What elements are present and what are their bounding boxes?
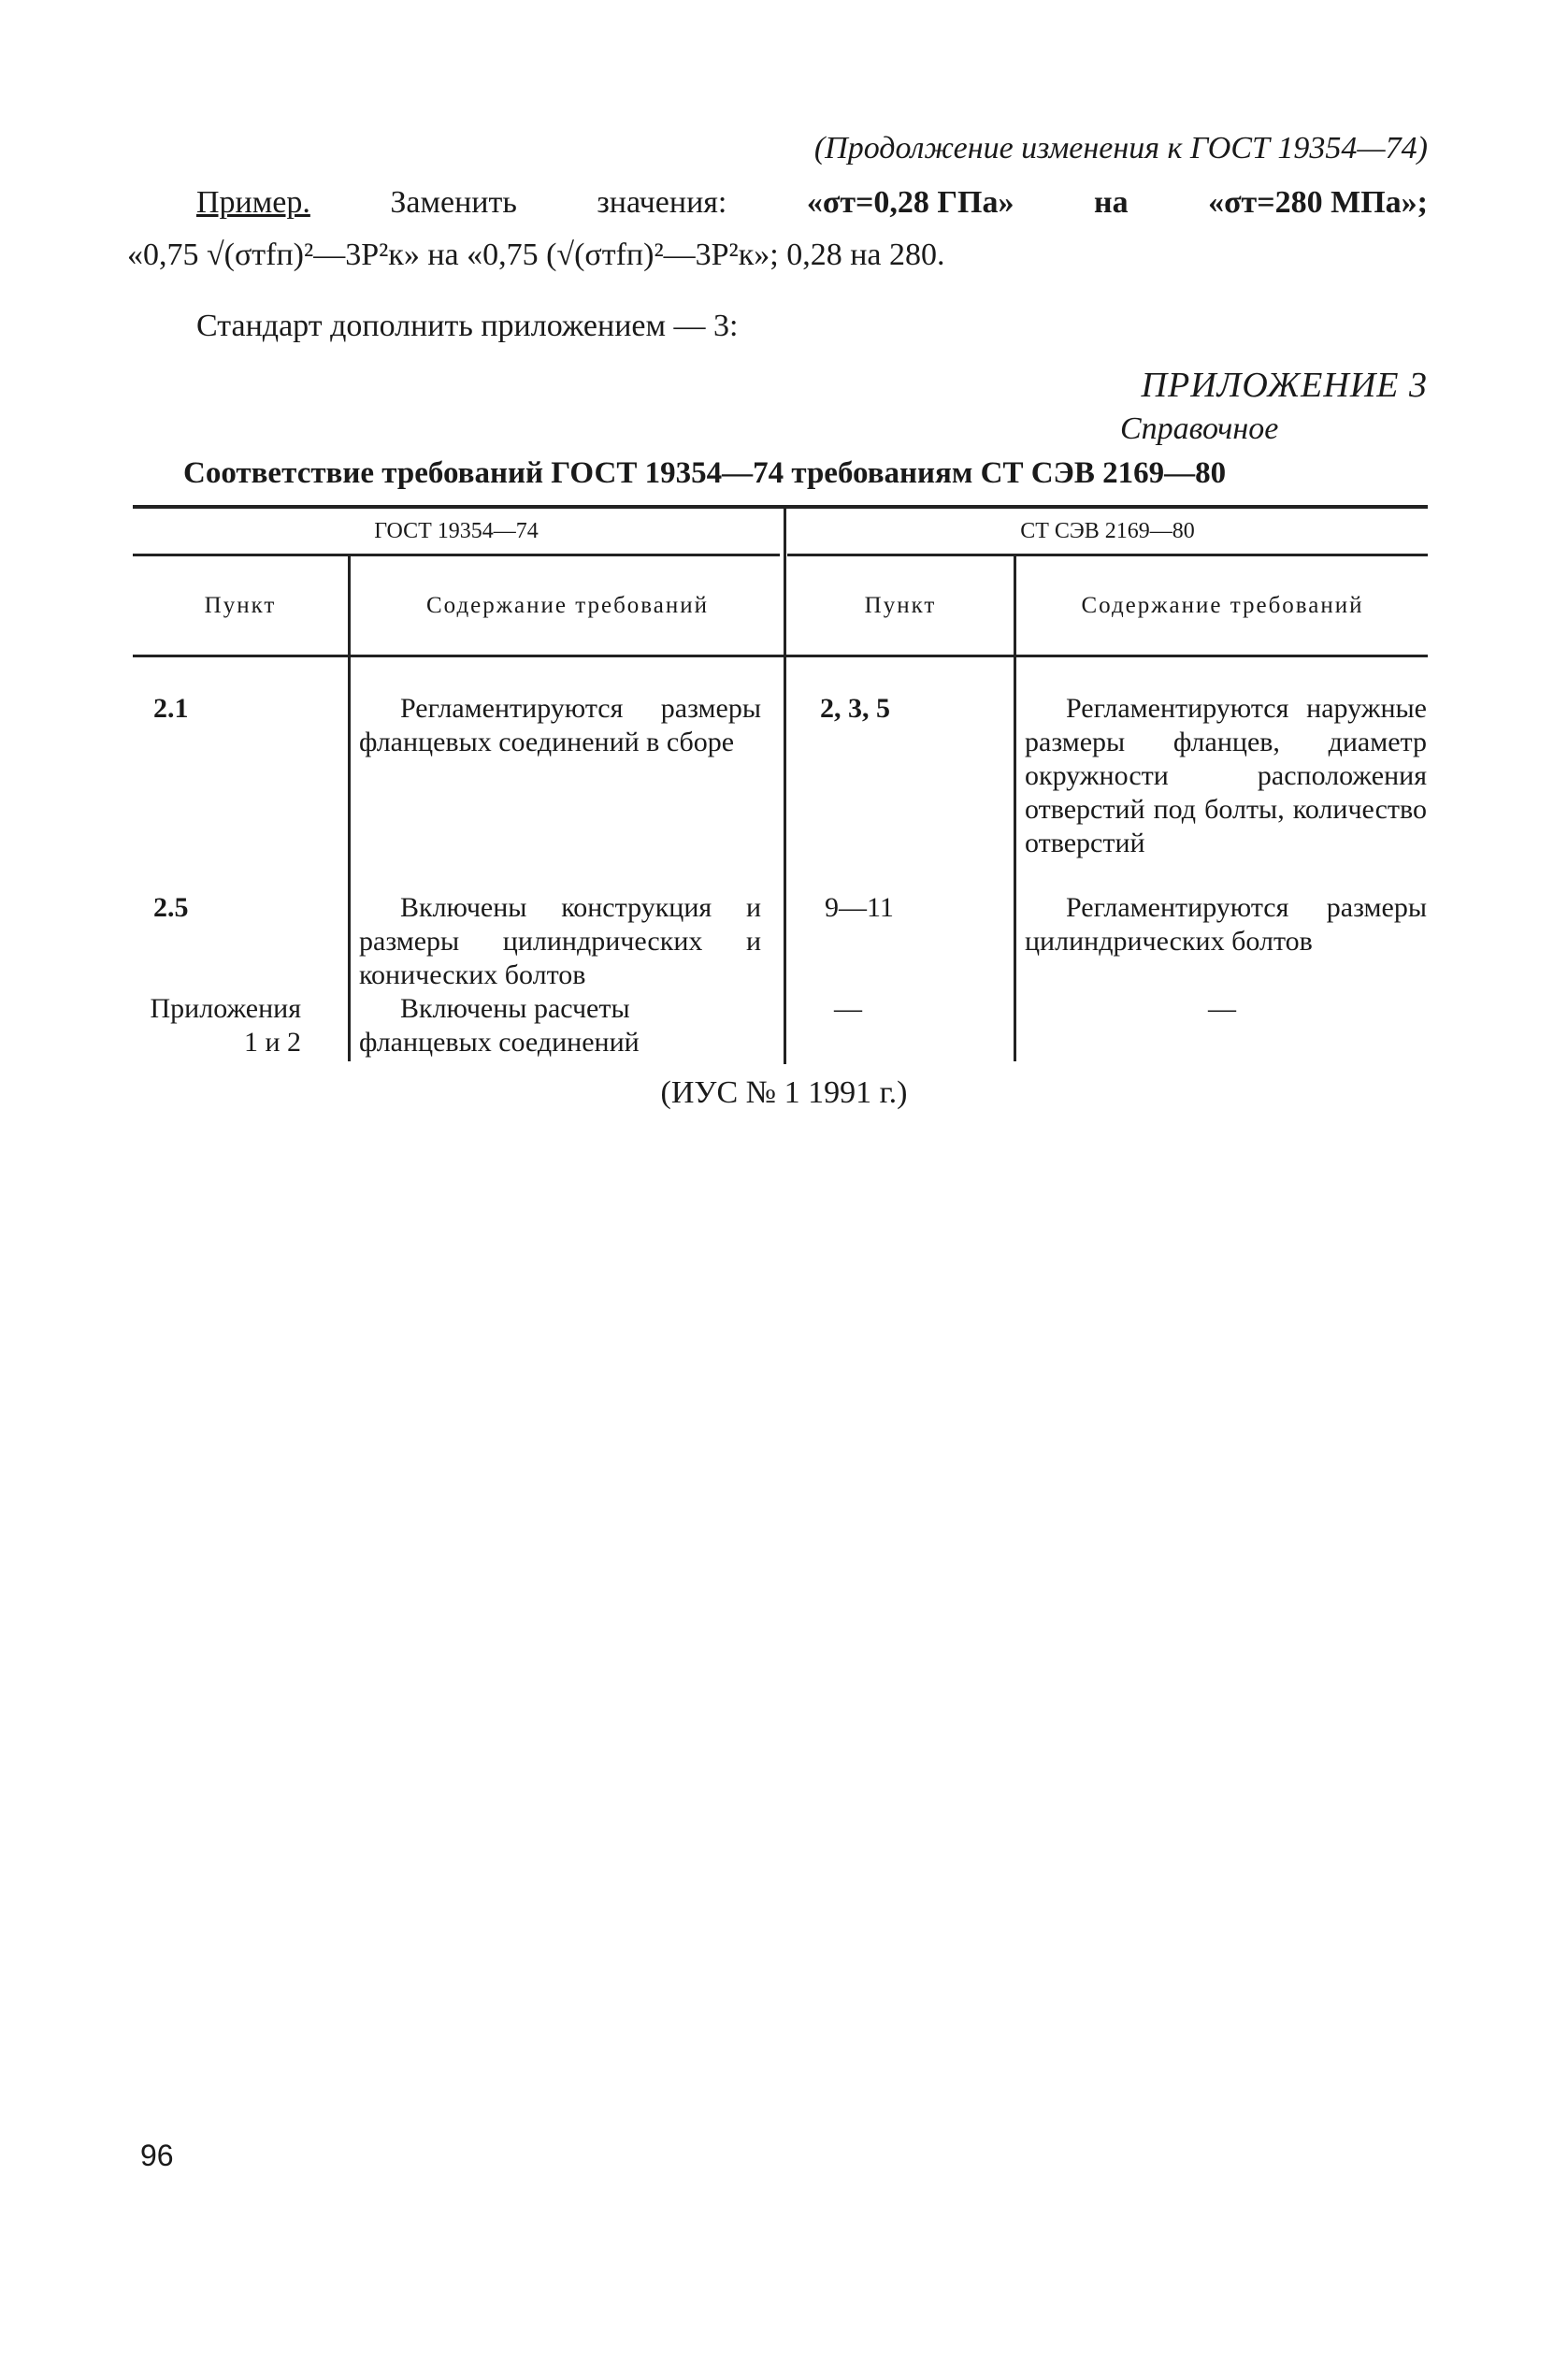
page-number: 96: [140, 2139, 174, 2172]
row-3-gost-item: Приложения 1 и 2: [150, 993, 301, 1058]
row-3-sev-content: —: [1208, 993, 1236, 1024]
example-old-value: «σт=0,28 ГПа»: [806, 185, 1014, 220]
example-replace: Заменить: [390, 185, 517, 220]
example-values: значения:: [597, 185, 727, 220]
row-2-gost-content: Включены конструкция и размеры цилиндрических и конических болтов: [359, 892, 761, 990]
row-2-sev-item: 9—11: [825, 892, 894, 923]
continuation-header: (Продолжение изменения к ГОСТ 19354—74): [813, 131, 1428, 166]
col-header-gost-item: Пункт: [204, 593, 277, 618]
group-header-gost: ГОСТ 19354—74: [374, 519, 539, 543]
source-note: (ИУС № 1 1991 г.): [660, 1075, 908, 1110]
example-line: [196, 185, 1428, 221]
row-3-sev-item: —: [834, 993, 862, 1024]
row-2-sev-content: Регламентируются размеры цилиндрических болтов: [1025, 892, 1427, 957]
row-3-gost-content: Включены расчеты фланцевых соединений: [359, 993, 640, 1058]
example-on: на: [1093, 185, 1129, 220]
correspondence-table: [133, 505, 1428, 1064]
group-divider: [784, 505, 786, 1064]
row-1-gost-content: Регламентируются размеры фланцевых соединений в сборе: [359, 693, 761, 757]
appendix-title: ПРИЛОЖЕНИЕ 3: [1141, 366, 1428, 405]
table-caption: Соответствие требований ГОСТ 19354—74 требованиям СТ СЭВ 2169—80: [183, 456, 1227, 490]
col-divider-3: [1014, 556, 1016, 1061]
row-2-gost-item: 2.5: [153, 892, 189, 923]
table-top-rule: [133, 505, 1428, 509]
row-1-sev-content: Регламентируются наружные размеры фланцев, диаметр окружности расположения отверстий под болты, количество отверстий: [1025, 693, 1427, 858]
header-bottom-rule: [133, 655, 1428, 657]
group-header-sev: СТ СЭВ 2169—80: [1020, 519, 1195, 543]
row-1-gost-item: 2.1: [153, 693, 189, 724]
example-new-value: «σт=280 МПа»;: [1208, 185, 1428, 220]
example-label: Пример.: [196, 185, 310, 220]
col-header-sev-item: Пункт: [864, 593, 937, 618]
group-rule-left: [133, 554, 780, 556]
supplement-text: Стандарт дополнить приложением — 3:: [196, 309, 739, 343]
row-1-sev-item: 2, 3, 5: [820, 693, 890, 724]
formula-line: «0,75 √(σтfп)²—3P²к» на «0,75 (√(σтfп)²—3P²к»; 0,28 на 280.: [127, 238, 945, 272]
group-rule-right: [787, 554, 1428, 556]
appendix-subtitle: Справочное: [1120, 411, 1279, 446]
col-header-sev-content: Содержание требований: [1081, 593, 1364, 618]
col-divider-1: [348, 556, 351, 1061]
col-header-gost-content: Содержание требований: [426, 593, 709, 618]
